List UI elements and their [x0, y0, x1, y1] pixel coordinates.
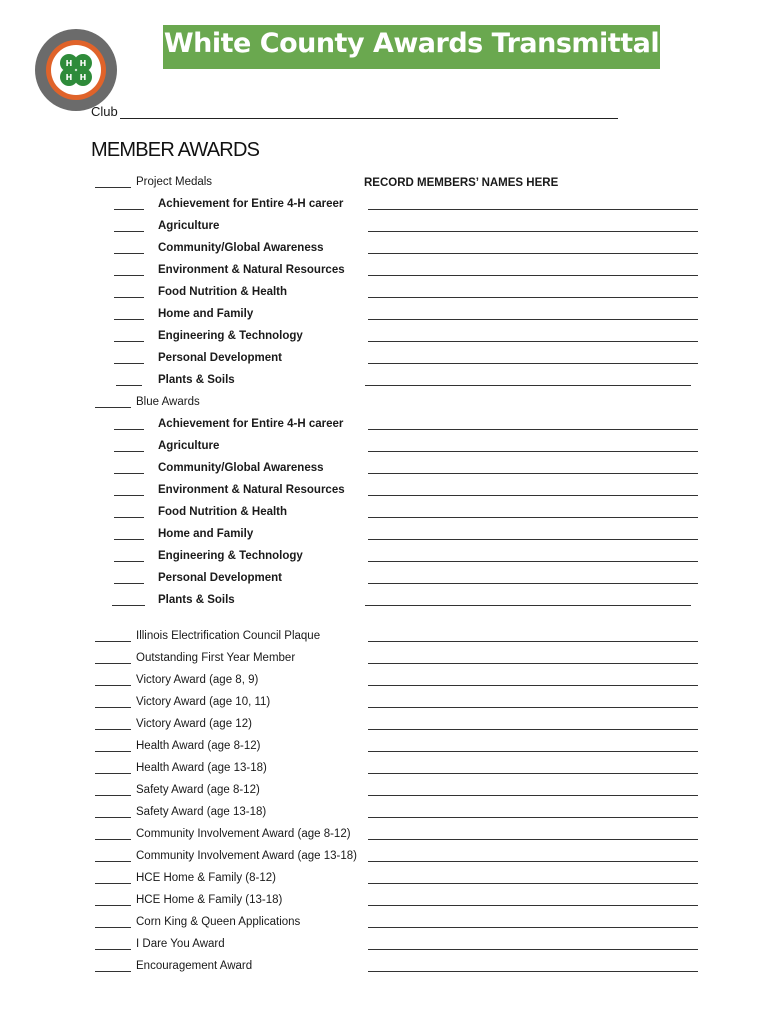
- count-blank[interactable]: [114, 495, 144, 496]
- award-label: Illinois Electrification Council Plaque: [136, 630, 321, 642]
- award-label: I Dare You Award: [136, 938, 225, 950]
- club-field[interactable]: [120, 118, 618, 119]
- count-blank[interactable]: [114, 539, 144, 540]
- member-name-line[interactable]: [368, 971, 698, 972]
- member-name-line[interactable]: [368, 927, 698, 928]
- member-name-line[interactable]: [368, 641, 698, 642]
- award-label: Engineering & Technology: [158, 330, 303, 342]
- award-row: [0, 418, 770, 434]
- award-label: Community/Global Awareness: [158, 242, 324, 254]
- count-blank[interactable]: [95, 905, 131, 906]
- count-blank[interactable]: [114, 429, 144, 430]
- award-row: [0, 894, 770, 910]
- member-name-line[interactable]: [368, 275, 698, 276]
- count-blank[interactable]: [95, 839, 131, 840]
- member-name-line[interactable]: [368, 561, 698, 562]
- award-label: Achievement for Entire 4-H career: [158, 198, 344, 210]
- award-row: [0, 484, 770, 500]
- award-label: Health Award (age 8-12): [136, 740, 261, 752]
- count-blank[interactable]: [95, 407, 131, 408]
- award-row: [0, 330, 770, 346]
- member-name-line[interactable]: [368, 451, 698, 452]
- member-name-line[interactable]: [368, 319, 698, 320]
- award-row: [0, 176, 770, 192]
- award-label: Achievement for Entire 4-H career: [158, 418, 344, 430]
- award-label: Agriculture: [158, 440, 220, 452]
- award-row: [0, 916, 770, 932]
- award-row: [0, 594, 770, 610]
- award-row: [0, 696, 770, 712]
- page-title: White County Awards Transmittal: [163, 28, 660, 59]
- count-blank[interactable]: [95, 883, 131, 884]
- count-blank[interactable]: [114, 319, 144, 320]
- member-name-line[interactable]: [368, 341, 698, 342]
- member-name-line[interactable]: [368, 363, 698, 364]
- award-label: Victory Award (age 12): [136, 718, 252, 730]
- svg-text:H: H: [65, 73, 73, 82]
- award-row: [0, 286, 770, 302]
- count-blank[interactable]: [114, 297, 144, 298]
- record-names-heading: RECORD MEMBERS’ NAMES HERE: [364, 177, 559, 189]
- section-title: MEMBER AWARDS: [91, 139, 260, 161]
- svg-text:H: H: [65, 59, 73, 68]
- member-name-line[interactable]: [368, 231, 698, 232]
- award-label: Health Award (age 13-18): [136, 762, 267, 774]
- count-blank[interactable]: [114, 275, 144, 276]
- award-label: Community Involvement Award (age 8-12): [136, 828, 351, 840]
- award-label: Community Involvement Award (age 13-18): [136, 850, 357, 862]
- count-blank[interactable]: [114, 231, 144, 232]
- count-blank[interactable]: [114, 583, 144, 584]
- count-blank[interactable]: [114, 209, 144, 210]
- member-name-line[interactable]: [368, 429, 698, 430]
- award-label: Plants & Soils: [158, 594, 235, 606]
- member-name-line[interactable]: [368, 905, 698, 906]
- award-row: [0, 740, 770, 756]
- count-blank[interactable]: [95, 861, 131, 862]
- award-row: [0, 506, 770, 522]
- award-row: [0, 572, 770, 588]
- award-row: [0, 718, 770, 734]
- member-name-line[interactable]: [368, 729, 698, 730]
- member-name-line[interactable]: [368, 817, 698, 818]
- count-blank[interactable]: [95, 773, 131, 774]
- award-row: [0, 308, 770, 324]
- count-blank[interactable]: [114, 341, 144, 342]
- award-row: [0, 872, 770, 888]
- count-blank[interactable]: [95, 685, 131, 686]
- member-name-line[interactable]: [368, 253, 698, 254]
- award-row: [0, 674, 770, 690]
- award-label: Blue Awards: [136, 396, 200, 408]
- award-label: Plants & Soils: [158, 374, 235, 386]
- award-label: HCE Home & Family (13-18): [136, 894, 283, 906]
- award-label: Personal Development: [158, 352, 282, 364]
- count-blank[interactable]: [95, 817, 131, 818]
- award-row: [0, 938, 770, 954]
- title-banner: [163, 25, 660, 69]
- award-label: Personal Development: [158, 572, 282, 584]
- member-name-line[interactable]: [368, 495, 698, 496]
- count-blank[interactable]: [95, 707, 131, 708]
- award-label: Food Nutrition & Health: [158, 506, 288, 518]
- svg-text:H: H: [79, 59, 87, 68]
- count-blank[interactable]: [95, 751, 131, 752]
- member-name-line[interactable]: [368, 517, 698, 518]
- award-row: [0, 850, 770, 866]
- award-row: [0, 352, 770, 368]
- award-row: [0, 220, 770, 236]
- award-label: Environment & Natural Resources: [158, 264, 345, 276]
- count-blank[interactable]: [95, 927, 131, 928]
- member-name-line[interactable]: [368, 663, 698, 664]
- count-blank[interactable]: [95, 795, 131, 796]
- award-label: Encouragement Award: [136, 960, 253, 972]
- award-row: [0, 806, 770, 822]
- member-name-line[interactable]: [368, 539, 698, 540]
- award-label: Outstanding First Year Member: [136, 652, 296, 664]
- award-row: [0, 374, 770, 390]
- award-row: [0, 528, 770, 544]
- award-label: Home and Family: [158, 308, 254, 320]
- member-name-line[interactable]: [368, 773, 698, 774]
- award-row: [0, 440, 770, 456]
- member-name-line[interactable]: [368, 209, 698, 210]
- count-blank[interactable]: [95, 663, 131, 664]
- award-row: [0, 550, 770, 566]
- count-blank[interactable]: [114, 253, 144, 254]
- award-row: [0, 264, 770, 280]
- award-row: [0, 762, 770, 778]
- member-name-line[interactable]: [368, 707, 698, 708]
- award-label: Victory Award (age 8, 9): [136, 674, 259, 686]
- award-row: [0, 828, 770, 844]
- award-label: Environment & Natural Resources: [158, 484, 345, 496]
- award-label: Victory Award (age 10, 11): [136, 696, 271, 708]
- award-label: Corn King & Queen Applications: [136, 916, 301, 928]
- member-name-line[interactable]: [365, 385, 691, 386]
- member-name-line[interactable]: [368, 839, 698, 840]
- club-label: Club: [91, 104, 118, 119]
- count-blank[interactable]: [114, 473, 144, 474]
- member-name-line[interactable]: [368, 297, 698, 298]
- award-row: [0, 784, 770, 800]
- count-blank[interactable]: [95, 187, 131, 188]
- member-name-line[interactable]: [368, 883, 698, 884]
- count-blank[interactable]: [116, 385, 142, 386]
- member-name-line[interactable]: [368, 949, 698, 950]
- count-blank[interactable]: [114, 451, 144, 452]
- count-blank[interactable]: [95, 949, 131, 950]
- award-label: HCE Home & Family (8-12): [136, 872, 276, 884]
- award-label: Food Nutrition & Health: [158, 286, 288, 298]
- award-label: Home and Family: [158, 528, 254, 540]
- award-label: Community/Global Awareness: [158, 462, 324, 474]
- count-blank[interactable]: [112, 605, 145, 606]
- member-name-line[interactable]: [365, 605, 691, 606]
- award-label: Engineering & Technology: [158, 550, 303, 562]
- count-blank[interactable]: [95, 971, 131, 972]
- award-row: [0, 242, 770, 258]
- member-name-line[interactable]: [368, 473, 698, 474]
- award-row: [0, 462, 770, 478]
- award-label: Safety Award (age 8-12): [136, 784, 260, 796]
- award-row: [0, 652, 770, 668]
- award-row: [0, 396, 770, 412]
- count-blank[interactable]: [95, 641, 131, 642]
- member-name-line[interactable]: [368, 861, 698, 862]
- award-label: Safety Award (age 13-18): [136, 806, 267, 818]
- member-name-line[interactable]: [368, 795, 698, 796]
- award-row: [0, 630, 770, 646]
- award-row: [0, 960, 770, 976]
- member-name-line[interactable]: [368, 583, 698, 584]
- award-row: [0, 198, 770, 214]
- member-name-line[interactable]: [368, 751, 698, 752]
- member-name-line[interactable]: [368, 685, 698, 686]
- award-label: Agriculture: [158, 220, 220, 232]
- count-blank[interactable]: [114, 561, 144, 562]
- 4h-clover-logo-icon: [34, 28, 118, 112]
- count-blank[interactable]: [114, 517, 144, 518]
- count-blank[interactable]: [114, 363, 144, 364]
- count-blank[interactable]: [95, 729, 131, 730]
- svg-text:H: H: [79, 73, 87, 82]
- award-label: Project Medals: [136, 176, 213, 188]
